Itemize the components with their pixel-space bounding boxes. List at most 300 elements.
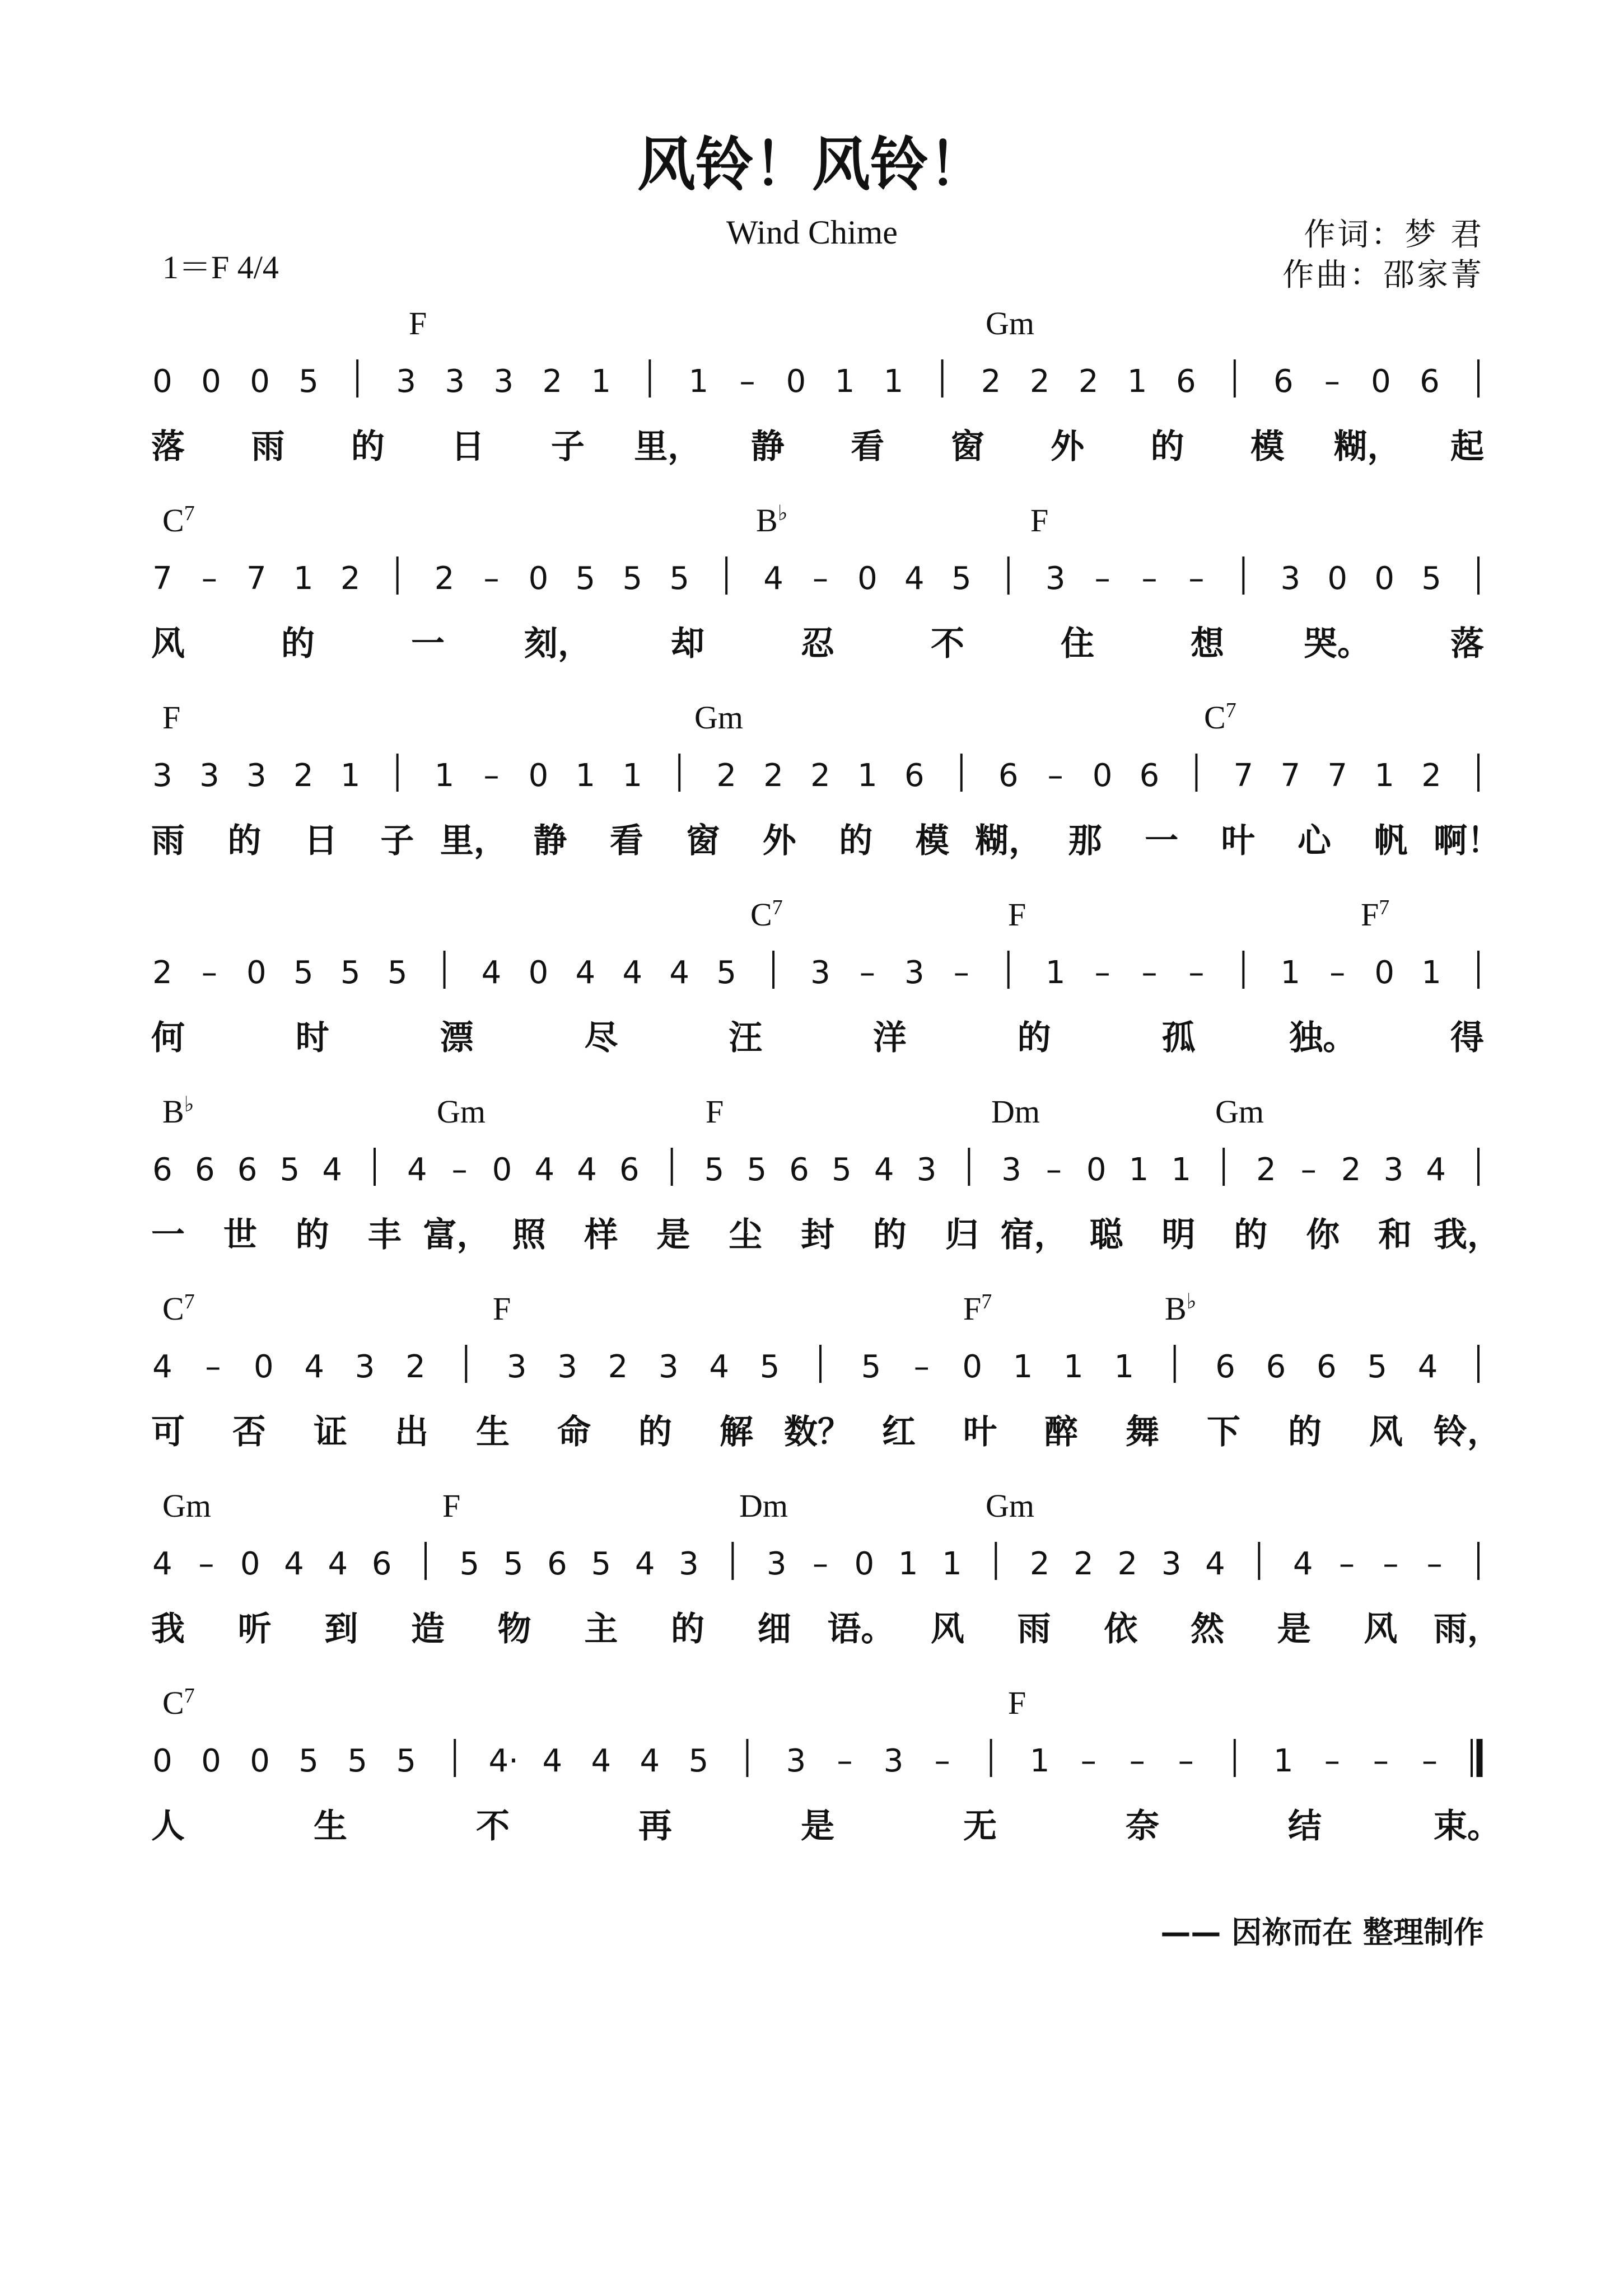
lyric-syllable: 无 (963, 1807, 997, 1846)
lyric-syllable: 醉 (1044, 1413, 1078, 1452)
note: 1 (1421, 955, 1441, 991)
lyric-syllable: 糊， (975, 821, 1043, 861)
lyric-syllable: 我， (1434, 1215, 1501, 1255)
note: 0 (1371, 363, 1391, 400)
dash: – (1329, 955, 1346, 991)
dash: – (859, 955, 875, 991)
lyric-syllable: 奈 (1126, 1807, 1159, 1846)
lyric-syllable: 想 (1191, 624, 1224, 663)
note: 3 (246, 757, 267, 794)
note: 4 (640, 1743, 660, 1779)
chord-symbol: B♭ (1165, 1290, 1197, 1327)
chord-symbol: Gm (986, 1488, 1034, 1524)
note: 4 (1292, 1546, 1313, 1582)
note: 5 (298, 1743, 319, 1779)
lyric-syllable: 归 (945, 1215, 979, 1255)
note: 3 (396, 363, 417, 400)
note: 6 (1273, 363, 1294, 400)
lyric-syllable: 聪 (1089, 1215, 1123, 1255)
chord-superscript: ♭ (184, 1093, 194, 1116)
lyric-syllable: 哭。 (1304, 624, 1371, 663)
note: 5 (704, 1152, 725, 1188)
lyric-syllable: 子 (380, 821, 414, 861)
note: 3 (493, 363, 514, 400)
chord-superscript: ♭ (777, 502, 788, 525)
note: 1 (591, 363, 612, 400)
note: 0 (1374, 955, 1394, 991)
dash: – (1339, 1546, 1355, 1582)
note: 0 (240, 1546, 260, 1582)
note: 3 (445, 363, 465, 400)
lyric-syllable: 窗 (686, 821, 720, 861)
note: 3 (557, 1349, 577, 1385)
note: 2 (152, 955, 172, 991)
note: 1 (1029, 1743, 1050, 1779)
chord-superscript: 7 (1379, 896, 1390, 919)
lyric-syllable: 刻， (524, 624, 591, 663)
note: 5 (293, 955, 314, 991)
note: 0 (528, 955, 549, 991)
note: 1 (575, 757, 596, 794)
music-system (151, 1488, 1501, 1649)
note: 4 (1417, 1349, 1438, 1385)
lyric-syllable: 的 (671, 1610, 704, 1649)
note: 4 (709, 1349, 730, 1385)
lyric-syllable: 的 (839, 821, 873, 861)
lyric-syllable: 红 (882, 1413, 916, 1452)
note: 2 (810, 757, 830, 794)
note: 5 (340, 955, 361, 991)
dash: – (1178, 1743, 1194, 1779)
chord-symbol: Gm (437, 1093, 486, 1130)
note: 2 (1341, 1152, 1361, 1188)
lyric-syllable: 物 (497, 1610, 531, 1649)
dash: – (201, 955, 217, 991)
note: 4 (284, 1546, 304, 1582)
lyric-syllable: 下 (1207, 1413, 1240, 1452)
lyric-syllable: 雨 (151, 821, 185, 861)
note: 5 (279, 1152, 300, 1188)
lyric-syllable: 日 (304, 821, 338, 861)
lyric-syllable: 再 (638, 1807, 672, 1846)
note: 1 (834, 363, 855, 400)
note: 4 (577, 1152, 597, 1188)
dash: – (813, 560, 828, 597)
note: 3 (786, 1743, 806, 1779)
chord-superscript: ♭ (1186, 1290, 1197, 1313)
chord-symbol: B♭ (756, 502, 788, 539)
note: 7 (1327, 757, 1348, 794)
note: 0 (854, 1546, 875, 1582)
lyric-syllable: 的 (295, 1215, 329, 1255)
lyric-syllable: 人 (151, 1807, 185, 1846)
lyric-syllable: 那 (1068, 821, 1102, 861)
dash: – (1129, 1743, 1145, 1779)
lyric-syllable: 汪 (729, 1018, 763, 1058)
dash: – (953, 955, 969, 991)
chord-symbol: Dm (991, 1093, 1040, 1130)
note: 2 (1421, 757, 1441, 794)
lyric-syllable: 一 (411, 624, 445, 663)
lyric-syllable: 子 (550, 427, 585, 466)
lyric-syllable: 否 (232, 1413, 266, 1452)
note: 1 (1114, 1349, 1135, 1385)
lyric-syllable: 一 (1145, 821, 1179, 861)
note: 1 (1012, 1349, 1033, 1385)
dash: – (451, 1152, 468, 1188)
note: 5 (298, 363, 319, 400)
chord-symbol: $F^7$ (963, 1290, 992, 1327)
note: 6 (1215, 1349, 1235, 1385)
note: 3 (679, 1546, 699, 1582)
note: 0 (201, 1743, 221, 1779)
lyricist-credit: 作词：梦 君 (1304, 217, 1484, 253)
note: 2 (434, 560, 455, 597)
chord-symbol: F (1030, 502, 1049, 539)
lyric-syllable: 日 (451, 427, 485, 466)
dash: – (934, 1743, 950, 1779)
note: 4 (534, 1152, 555, 1188)
note: 3 (883, 1743, 904, 1779)
dash: – (1324, 363, 1340, 400)
note: 4 (874, 1152, 894, 1188)
dash: – (1047, 757, 1063, 794)
lyric-syllable: 命 (557, 1413, 591, 1452)
note: 1 (857, 757, 878, 794)
music-systems (151, 305, 1501, 1846)
lyric-syllable: 的 (872, 1215, 907, 1255)
lyric-syllable: 窗 (950, 427, 984, 466)
lyric-syllable: 生 (476, 1413, 510, 1452)
note: 0 (1327, 560, 1348, 597)
dash: – (913, 1349, 930, 1385)
lyric-syllable: 住 (1061, 624, 1094, 663)
lyric-syllable: 主 (584, 1610, 618, 1649)
dash: – (1324, 1743, 1340, 1779)
note: 1 (622, 757, 643, 794)
note: 3 (810, 955, 830, 991)
dash: – (1080, 1743, 1096, 1779)
lyric-syllable: 独。 (1289, 1018, 1357, 1058)
lyric-syllable: 数？ (784, 1413, 851, 1452)
note: 6 (1266, 1349, 1286, 1385)
note: 2 (608, 1349, 628, 1385)
note: 4 (322, 1152, 343, 1188)
lyric-syllable: 啊！ (1434, 821, 1501, 861)
lyric-syllable: 明 (1161, 1215, 1196, 1255)
note: 5 (1421, 560, 1441, 597)
chord-symbol: $C^7$ (162, 1684, 195, 1721)
chord-symbol: $F^7$ (1361, 896, 1390, 933)
chord-symbol: F (442, 1488, 461, 1524)
chord-superscript: 7 (184, 1684, 195, 1708)
chord-symbol: F (706, 1093, 724, 1130)
note: 6 (998, 757, 1019, 794)
note: 3 (199, 757, 220, 794)
lyric-syllable: 风 (1369, 1413, 1403, 1452)
lyric-syllable: 我 (151, 1610, 185, 1649)
note: 0 (962, 1349, 982, 1385)
note: 6 (904, 757, 925, 794)
note: 1 (1127, 363, 1147, 400)
chord-symbol: Gm (694, 699, 743, 736)
dash: – (1383, 1546, 1399, 1582)
note: 0 (250, 1743, 270, 1779)
note: 6 (152, 1152, 172, 1188)
note: 6 (237, 1152, 258, 1188)
note: 0 (246, 955, 267, 991)
chord-symbol: B♭ (162, 1093, 194, 1130)
lyric-syllable: 里， (440, 821, 507, 861)
chord-symbol: F (409, 305, 427, 342)
chord-symbol: $C^7$ (750, 896, 783, 933)
lyric-syllable: 落 (1450, 624, 1484, 663)
dash: – (1373, 1743, 1389, 1779)
note: 3 (1045, 560, 1066, 597)
lyric-syllable: 封 (801, 1215, 834, 1255)
lyric-syllable: 不 (476, 1807, 510, 1846)
note: 7 (1233, 757, 1254, 794)
note: 4 (152, 1546, 172, 1582)
note: 4 (152, 1349, 172, 1385)
note: 4 (634, 1546, 655, 1582)
note: 5 (387, 955, 408, 991)
note: 2 (405, 1349, 426, 1385)
note: 5 (951, 560, 972, 597)
lyric-syllable: 出 (395, 1413, 428, 1452)
lyric-syllable: 心 (1298, 821, 1332, 861)
note: 3 (1383, 1152, 1404, 1188)
chord-symbol: $C^7$ (162, 502, 195, 539)
note: 0 (201, 363, 221, 400)
note: 6 (1317, 1349, 1337, 1385)
note: 2 (981, 363, 1001, 400)
note: 1 (1280, 955, 1301, 991)
dash: – (1421, 1743, 1438, 1779)
music-system (151, 1684, 1501, 1846)
dash: – (201, 560, 217, 597)
lyric-syllable: 不 (931, 624, 964, 663)
note: 0 (152, 363, 172, 400)
lyric-syllable: 的 (227, 821, 262, 861)
dash: – (1094, 560, 1110, 597)
lyric-syllable: 然 (1191, 1610, 1224, 1649)
lyric-syllable: 是 (801, 1807, 834, 1846)
note: 6 (371, 1546, 392, 1582)
lyric-syllable: 漂 (440, 1018, 474, 1058)
lyric-syllable: 何 (151, 1018, 185, 1058)
dash: – (198, 1546, 214, 1582)
note: 7 (1280, 757, 1301, 794)
dash: – (1426, 1546, 1443, 1582)
note: 4· (488, 1743, 519, 1779)
note: 4 (763, 560, 783, 597)
note: 4 (407, 1152, 427, 1188)
lyric-syllable: 模 (915, 821, 949, 861)
chord-symbol: $C^7$ (162, 1290, 195, 1327)
lyric-syllable: 是 (1277, 1610, 1311, 1649)
dash: – (1188, 955, 1205, 991)
lyric-syllable: 风 (1364, 1610, 1398, 1649)
music-system (151, 1093, 1501, 1255)
lyric-syllable: 静 (533, 821, 567, 861)
chord-symbol: F (162, 699, 181, 736)
lyric-syllable: 的 (351, 427, 385, 466)
chord-symbol: F (1008, 1685, 1026, 1721)
note: 0 (152, 1743, 172, 1779)
note: 3 (1001, 1152, 1021, 1188)
note: 0 (857, 560, 878, 597)
dash: – (1300, 1152, 1317, 1188)
note: 2 (1074, 1546, 1094, 1582)
lyric-syllable: 铃， (1434, 1413, 1501, 1452)
dash: – (1188, 560, 1205, 597)
note: 6 (547, 1546, 567, 1582)
arranger-credit: —— 因祢而在 整理制作 (1160, 1915, 1484, 1950)
note: 4 (1426, 1152, 1446, 1188)
chord-superscript: 7 (772, 896, 783, 919)
lyric-syllable: 里， (634, 427, 702, 466)
chord-symbol: F (493, 1290, 511, 1327)
note: 5 (669, 560, 690, 597)
note: 5 (347, 1743, 367, 1779)
note: 2 (716, 757, 736, 794)
lyric-syllable: 静 (750, 427, 785, 466)
note: 2 (1117, 1546, 1138, 1582)
note: 4 (575, 955, 596, 991)
lyric-syllable: 模 (1250, 427, 1285, 466)
note: 1 (340, 757, 361, 794)
lyric-syllable: 照 (512, 1215, 546, 1255)
note: 0 (786, 363, 806, 400)
note: 1 (1045, 955, 1066, 991)
note: 5 (503, 1546, 524, 1582)
note: 3 (506, 1349, 527, 1385)
note: 3 (152, 757, 172, 794)
lyric-syllable: 束。 (1434, 1807, 1501, 1846)
note: 1 (293, 560, 314, 597)
note: 6 (1139, 757, 1160, 794)
note: 4 (1205, 1546, 1225, 1582)
lyric-syllable: 风 (151, 624, 185, 663)
chord-superscript: 7 (981, 1290, 992, 1313)
note: 4 (328, 1546, 348, 1582)
note: 5 (759, 1349, 780, 1385)
chord-symbol: F (1008, 896, 1026, 933)
lyric-syllable: 语。 (827, 1610, 895, 1649)
note: 1 (434, 757, 455, 794)
note: 0 (1374, 560, 1394, 597)
chord-superscript: 7 (184, 502, 195, 525)
music-system (151, 896, 1484, 1058)
lyric-syllable: 生 (314, 1807, 347, 1846)
lyric-syllable: 洋 (872, 1018, 907, 1058)
note: 3 (766, 1546, 787, 1582)
dash: – (739, 363, 755, 400)
note: 1 (1374, 757, 1394, 794)
note: 6 (789, 1152, 809, 1188)
key-signature: 1＝F 4/4 (162, 249, 279, 286)
note: 4 (481, 955, 502, 991)
lyric-syllable: 帆 (1374, 821, 1408, 861)
composer-credit: 作曲：邵家菁 (1282, 257, 1484, 293)
chord-symbol: Dm (739, 1488, 788, 1524)
music-system (151, 502, 1484, 663)
lyric-syllable: 世 (223, 1215, 257, 1255)
lyric-syllable: 可 (151, 1413, 185, 1452)
note: 1 (1063, 1349, 1084, 1385)
note: 1 (883, 363, 904, 400)
lyric-syllable: 叶 (1221, 821, 1255, 861)
note: 5 (459, 1546, 480, 1582)
note: 5 (861, 1349, 881, 1385)
note: 0 (253, 1349, 274, 1385)
lyric-syllable: 尘 (729, 1215, 763, 1255)
note: 5 (688, 1743, 709, 1779)
chord-symbol: Gm (1215, 1093, 1264, 1130)
lyric-syllable: 风 (931, 1610, 964, 1649)
dash: – (1094, 955, 1110, 991)
lyric-syllable: 外 (1051, 427, 1085, 466)
note: 3 (904, 955, 925, 991)
dash: – (1141, 560, 1158, 597)
note: 1 (898, 1546, 918, 1582)
lyric-syllable: 造 (411, 1610, 445, 1649)
note: 2 (763, 757, 783, 794)
lyric-syllable: 结 (1288, 1807, 1322, 1846)
lyric-syllable: 雨 (251, 427, 285, 466)
note: 2 (1078, 363, 1099, 400)
chord-symbol: Gm (162, 1488, 211, 1524)
note: 2 (1029, 363, 1050, 400)
lyric-syllable: 尽 (584, 1018, 618, 1058)
note: 7 (152, 560, 172, 597)
chord-symbol: $C^7$ (1204, 699, 1236, 736)
note: 1 (688, 363, 709, 400)
dash: – (813, 1546, 828, 1582)
note: 2 (293, 757, 314, 794)
lyric-syllable: 一 (151, 1215, 185, 1255)
lyric-syllable: 舞 (1126, 1413, 1159, 1452)
lyric-syllable: 的 (1234, 1215, 1268, 1255)
dash: – (483, 757, 500, 794)
lyric-syllable: 的 (281, 624, 315, 663)
song-subtitle: Wind Chime (726, 214, 898, 251)
lyric-syllable: 证 (314, 1413, 347, 1452)
lyric-syllable: 你 (1306, 1215, 1340, 1255)
lyric-syllable: 糊， (1333, 427, 1401, 466)
chord-symbol: Gm (986, 305, 1034, 342)
dash: – (483, 560, 500, 597)
note: 7 (246, 560, 267, 597)
lyric-syllable: 是 (656, 1215, 690, 1255)
note: 4 (622, 955, 643, 991)
note: 6 (194, 1152, 215, 1188)
lyric-syllable: 的 (1288, 1413, 1322, 1452)
lyric-syllable: 雨 (1017, 1610, 1051, 1649)
note: 2 (1029, 1546, 1050, 1582)
note: 5 (1367, 1349, 1388, 1385)
note: 5 (622, 560, 643, 597)
note: 3 (1280, 560, 1301, 597)
lyric-syllable: 落 (151, 427, 185, 466)
note: 4 (304, 1349, 324, 1385)
lyric-syllable: 宿， (1000, 1215, 1068, 1255)
dash: – (1141, 955, 1158, 991)
lyric-syllable: 和 (1378, 1215, 1412, 1255)
note: 4 (904, 560, 925, 597)
lyric-syllable: 依 (1104, 1610, 1138, 1649)
